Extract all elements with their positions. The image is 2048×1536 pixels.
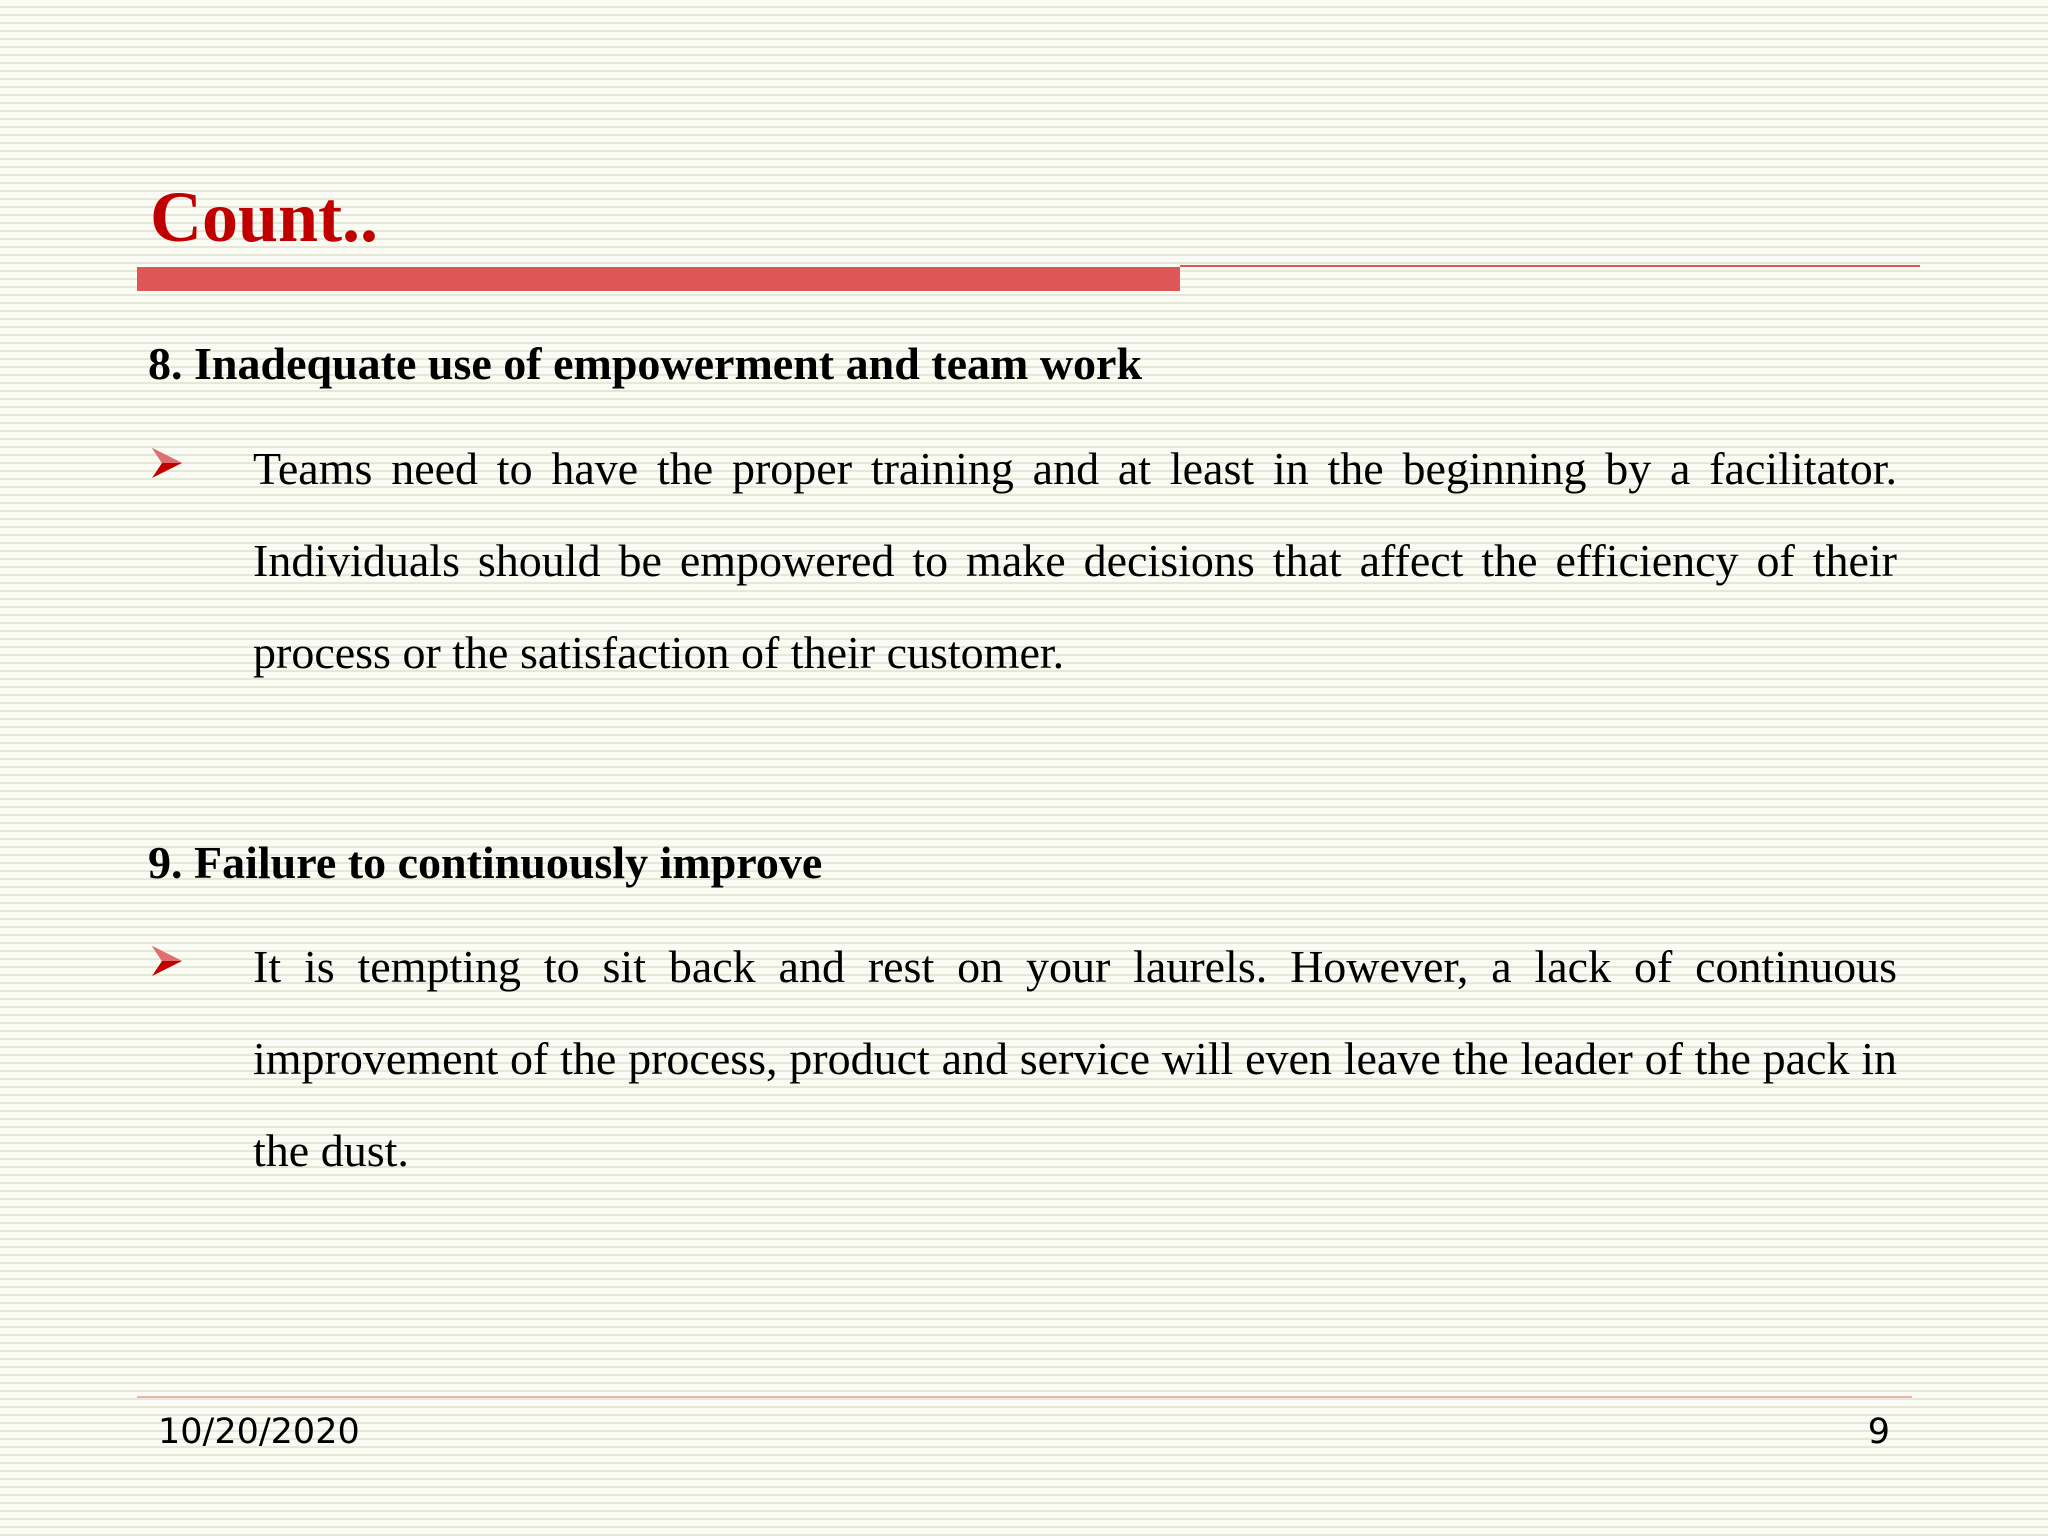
title-underline-thin bbox=[1180, 265, 1920, 267]
section-body: It is tempting to sit back and rest on your laurels. However, a lack of continuous improvement of the process, product and service will even leave the leader of the pack in the dust. bbox=[253, 941, 1897, 1176]
arrow-bullet-icon bbox=[150, 944, 184, 978]
section-body: Teams need to have the proper training and at least in the beginning by a facilitator. Individuals should be empowered to make decisions that affect the efficiency of their process or the satisfaction of their customer. bbox=[253, 443, 1897, 678]
footer-date: 10/20/2020 bbox=[158, 1412, 360, 1452]
arrow-bullet-icon bbox=[150, 437, 184, 497]
page-number: 9 bbox=[1867, 1412, 1890, 1452]
arrow-bullet-icon bbox=[150, 446, 184, 480]
arrow-bullet-icon bbox=[150, 935, 184, 995]
section-heading: 9. Failure to continuously improve bbox=[148, 837, 823, 888]
slide-title: Count.. bbox=[150, 177, 379, 257]
title-underline-thick bbox=[137, 267, 1180, 291]
section-heading: 8. Inadequate use of empowerment and team work bbox=[148, 338, 1143, 389]
footer-divider bbox=[137, 1396, 1912, 1398]
